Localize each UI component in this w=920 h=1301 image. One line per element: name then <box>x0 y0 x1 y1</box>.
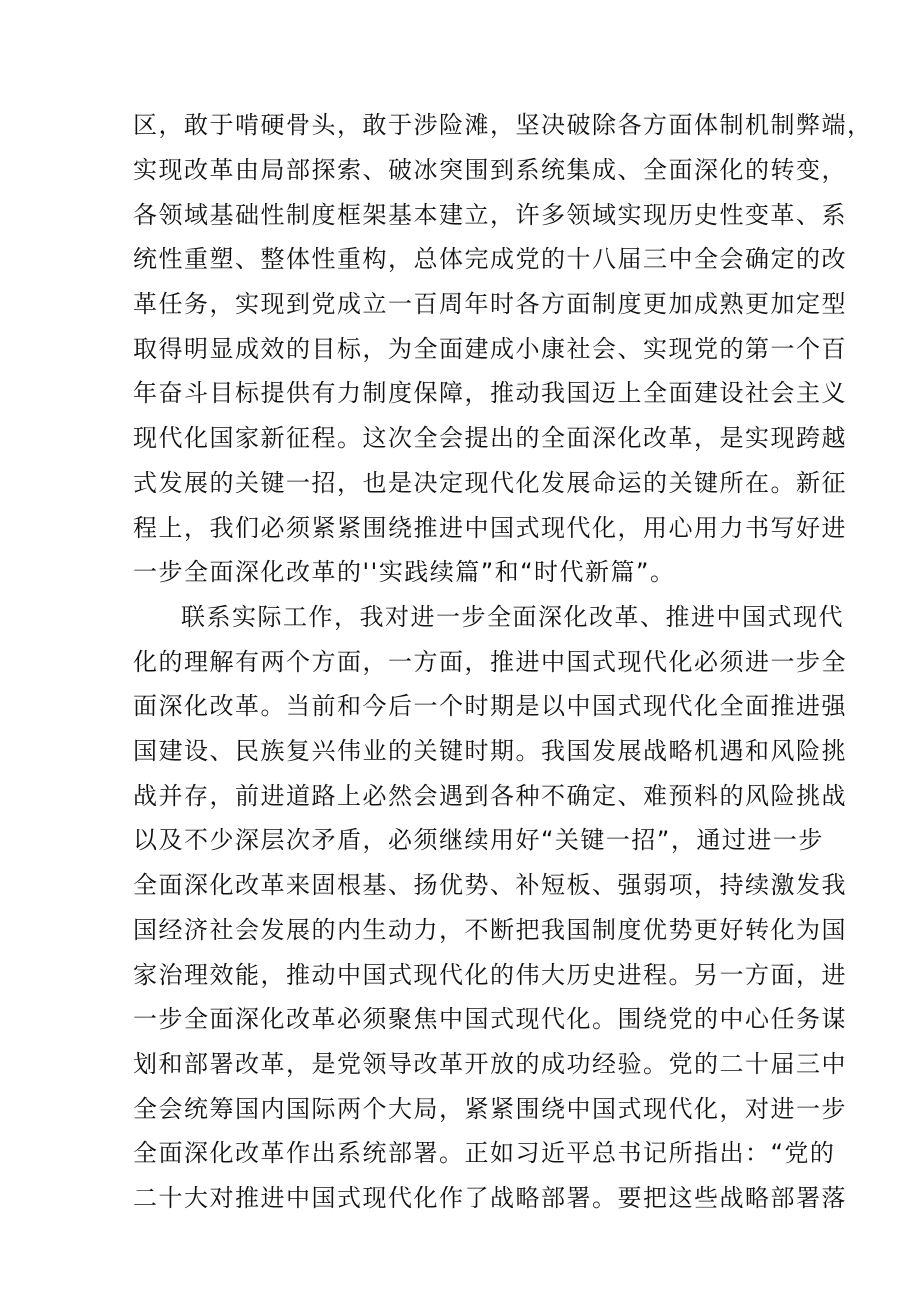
paragraph-line: 战并存，前进道路上必然会遇到各种不确定、难预料的风险挑战 <box>133 782 847 810</box>
paragraph-line: 全面深化改革作出系统部署。正如习近平总书记所指出：“党的 <box>133 1139 836 1167</box>
paragraph-line: 年奋斗目标提供有力制度保障，推动我国迈上全面建设社会主义 <box>133 379 847 407</box>
paragraph-line: 实现改革由局部探索、破冰突围到系统集成、全面深化的转变， <box>133 156 847 184</box>
paragraph-line: 一步全面深化改革必须聚焦中国式现代化。围绕党的中心任务谋 <box>133 1005 847 1033</box>
paragraph-line: 全面深化改革来固根基、扬优势、补短板、强弱项，持续激发我 <box>133 871 847 899</box>
paragraph-line: 统性重塑、整体性重构，总体完成党的十八届三中全会确定的改 <box>133 245 847 273</box>
paragraph-line: 全会统筹国内国际两个大局，紧紧围绕中国式现代化，对进一步 <box>133 1095 847 1123</box>
paragraph-line: 划和部署改革，是党领导改革开放的成功经验。党的二十届三中 <box>133 1050 847 1078</box>
paragraph-line: 各领域基础性制度框架基本建立，许多领域实现历史性变革、系 <box>133 201 847 229</box>
paragraph-line: 革任务，实现到党成立一百周年时各方面制度更加成熟更加定型 <box>133 290 847 318</box>
paragraph-line: 程上，我们必须紧紧围绕推进中国式现代化，用心用力书写好进 <box>133 514 847 542</box>
paragraph-first-line: 联系实际工作，我对进一步全面深化改革、推进中国式现代 <box>181 603 844 631</box>
paragraph-line: 取得明显成效的目标，为全面建成小康社会、实现党的第一个百 <box>133 335 847 363</box>
paragraph-line: 国经济社会发展的内生动力，不断把我国制度优势更好转化为国 <box>133 916 847 944</box>
paragraph-line: 化的理解有两个方面，一方面，推进中国式现代化必须进一步全 <box>133 648 847 676</box>
paragraph-line: 一步全面深化改革的''实践续篇”和“时代新篇”。 <box>133 558 676 586</box>
paragraph-line: 以及不少深层次矛盾，必须继续用好“关键一招”，通过进一步 <box>133 826 824 854</box>
paragraph-line: 现代化国家新征程。这次全会提出的全面深化改革，是实现跨越 <box>133 424 847 452</box>
paragraph-line: 面深化改革。当前和今后一个时期是以中国式现代化全面推进强 <box>133 692 847 720</box>
paragraph-line: 式发展的关键一招，也是决定现代化发展命运的关键所在。新征 <box>133 469 847 497</box>
paragraph-line: 家治理效能，推动中国式现代化的伟大历史进程。另一方面，进 <box>133 961 847 989</box>
paragraph-line: 国建设、民族复兴伟业的关键时期。我国发展战略机遇和风险挑 <box>133 737 847 765</box>
paragraph-line: 二十大对推进中国式现代化作了战略部署。要把这些战略部署落 <box>133 1184 847 1212</box>
paragraph-line: 区，敢于啃硬骨头，敢于涉险滩，坚决破除各方面体制机制弊端， <box>133 111 873 139</box>
